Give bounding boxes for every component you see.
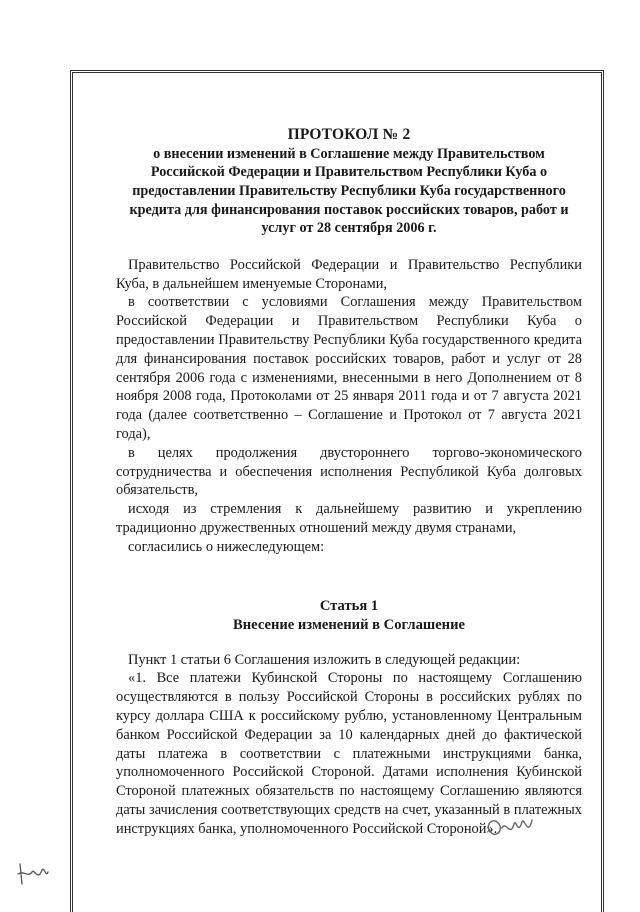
preamble-paragraph-agreement: в соответствии с условиями Соглашения между Правительством Российской Федерации и Правительством Республики Куба о предоставлении Правительству Республики Куба государственного кредита для финансирования поставок российских товаров, работ и услуг от 28 сентября 2006 года с изменениями, внесенными в него Дополнением от 8 ноября 2008 года, Протоколами от 25 января 2011 года и от 7 августа 2021 года (далее соответственно – Соглашение и Протокол от 7 августа 2021 года), [116,294,582,442]
article-number: Статья 1 [319,597,379,614]
document-title: ПРОТОКОЛ № 2 [287,126,411,143]
initials-signature [480,810,560,844]
document-body [116,126,582,838]
article-paragraph-intro: Пункт 1 статьи 6 Соглашения изложить в следующей редакции: [128,651,521,668]
article-heading [116,597,582,635]
margin-signature [14,860,50,888]
preamble-paragraph-relations: исходя из стремления к дальнейшему развитию и укреплению традиционно дружественных отношений между двумя странами, [116,501,582,536]
article-title: Внесение изменений в Соглашение [233,616,465,633]
article-paragraph-amendment: «1. Все платежи Кубинской Стороны по настоящему Соглашению осуществляются в пользу Российской Стороны в российских рублях по курсу доллара США к российскому рублю, установленному Центральным банком Российской Федерации за 10 календарных дней до фактической даты платежа в соответствии с платежными инструкциями банка, уполномоченного Российской Стороной. Датами исполнения Кубинской Стороной платежных обязательств по настоящему Соглашению являются даты зачисления соответствующих средств на счет, указанный в платежных инструкциях банка, уполномоченного Российской Стороной». [116,670,582,837]
preamble-paragraph-purpose: в целях продолжения двустороннего торгово-экономического сотрудничества и обеспечения исполнения Республикой Куба долговых обязательств, [116,444,582,499]
preamble-paragraph-agreed: согласились о нижеследующем: [128,538,325,555]
document-subtitle: о внесении изменений в Соглашение между Правительством Российской Федерации и Правительством Республики Куба о предоставлении Правительству Республики Куба государственного кредита для финансирования поставок российских товаров, работ и услуг от 28 сентября 2006 г. [129,145,569,237]
preamble-paragraph-parties: Правительство Российской Федерации и Правительство Республики Куба, в дальнейшем именуемые Сторонами, [116,256,582,292]
document-header [116,126,582,238]
